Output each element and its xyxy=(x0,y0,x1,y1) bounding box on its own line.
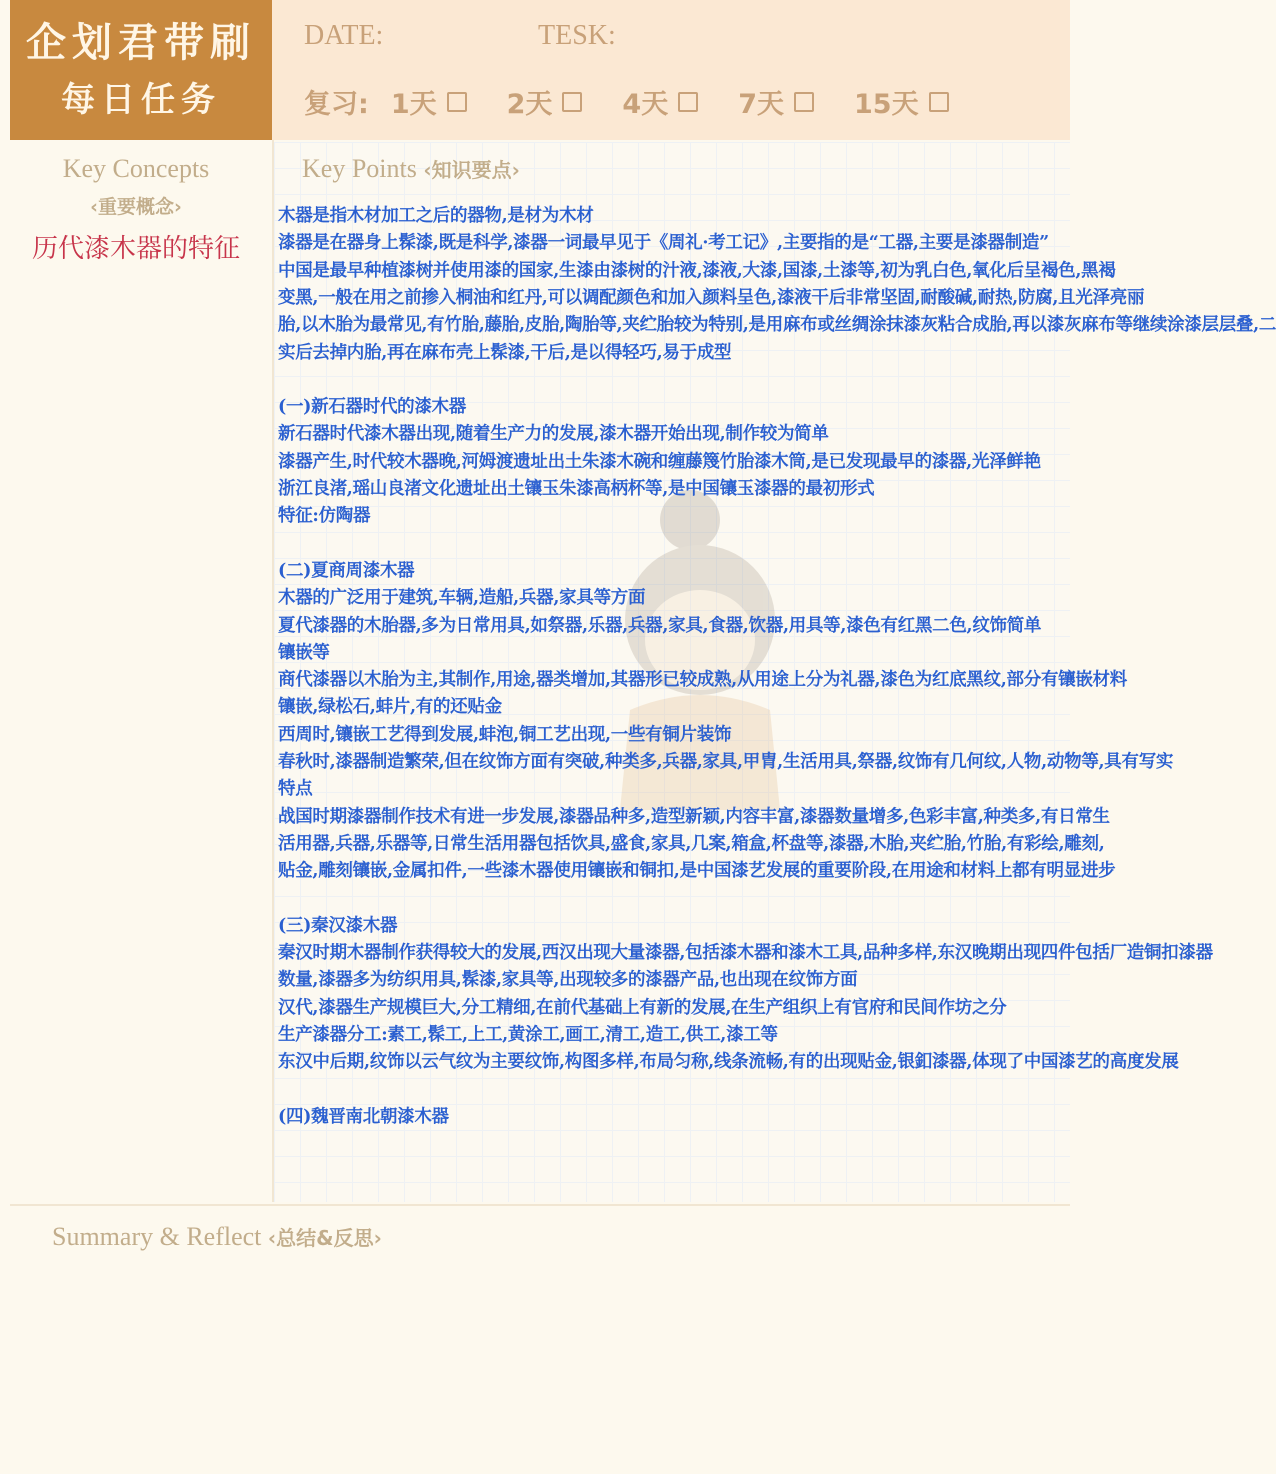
key-concepts-title: Key Concepts xyxy=(62,154,210,183)
key-concepts-subtitle: ‹重要概念› xyxy=(90,196,182,218)
summary-title xyxy=(52,1222,382,1252)
notebook-page xyxy=(10,0,1276,1474)
note-line: 胎,以木胎为最常见,有竹胎,藤胎,皮胎,陶胎等,夹纻胎较为特别,是用麻布或丝绸涂抹漆灰粘合成胎,再以漆灰麻布等继续涂漆层层叠,二 xyxy=(278,315,1276,336)
review-row xyxy=(304,82,989,121)
note-line: 活用器,兵器,乐器等,日常生活用器包括饮具,盛食,家具,几案,箱盒,杯盘等,漆器,木胎,夹纻胎,竹胎,有彩绘,雕刻, xyxy=(278,833,1105,854)
review-item-label: 1天 xyxy=(390,89,437,120)
review-checkbox[interactable] xyxy=(562,92,582,112)
summary-title-en: Summary & Reflect xyxy=(52,1222,262,1251)
note-line: 漆器是在器身上髹漆,既是科学,漆器一词最早见于《周礼·考工记》,主要指的是“工器,主要是漆器制造” xyxy=(278,233,1049,254)
key-points-title-zh: ‹知识要点› xyxy=(423,158,520,182)
note-line: 东汉中后期,纹饰以云气纹为主要纹饰,构图多样,布局匀称,线条流畅,有的出现贴金,银釦漆器,体现了中国漆艺的高度发展 xyxy=(278,1052,1179,1073)
note-line: 战国时期漆器制作技术有进一步发展,漆器品种多,造型新颖,内容丰富,漆器数量增多,色彩丰富,种类多,有日常生 xyxy=(278,806,1110,827)
note-line: 夏代漆器的木胎器,多为日常用具,如祭器,乐器,兵器,家具,食器,饮器,用具等,漆色有红黑二色,纹饰简单 xyxy=(278,615,1042,636)
review-item-label: 4天 xyxy=(622,89,669,120)
key-concept-item: 历代漆木器的特征 xyxy=(31,234,240,264)
key-points-title xyxy=(302,154,520,184)
review-item-1[interactable] xyxy=(391,82,467,121)
review-item-label: 2天 xyxy=(506,89,553,120)
review-item-15[interactable] xyxy=(854,82,949,121)
review-item-7[interactable] xyxy=(738,82,814,121)
note-line: 浙江良渚,瑶山良渚文化遗址出土镶玉朱漆高柄杯等,是中国镶玉漆器的最初形式 xyxy=(278,479,875,499)
review-checkbox[interactable] xyxy=(678,92,698,112)
date-label: DATE: xyxy=(304,20,384,51)
header-bar xyxy=(272,0,1070,140)
note-line: (四)魏晋南北朝漆木器 xyxy=(278,1106,449,1127)
review-checkbox[interactable] xyxy=(794,92,814,112)
review-checkbox[interactable] xyxy=(447,92,467,112)
brand-title: 企划君带刷 xyxy=(26,20,256,66)
summary-divider xyxy=(10,1204,1070,1206)
review-item-label: 7天 xyxy=(738,89,784,120)
note-line: 特征:仿陶器 xyxy=(278,506,371,527)
note-line: 西周时,镶嵌工艺得到发展,蚌泡,铜工艺出现,一些有铜片装饰 xyxy=(278,724,732,745)
note-line: 木器是指木材加工之后的器物,是材为木材 xyxy=(278,206,594,226)
note-line: 镶嵌,绿松石,蚌片,有的还贴金 xyxy=(278,697,502,718)
note-line: 中国是最早种植漆树并使用漆的国家,生漆由漆树的汁液,漆液,大漆,国漆,土漆等,初为乳白色,氧化后呈褐色,黑褐 xyxy=(278,260,1116,281)
note-line: 汉代,漆器生产规模巨大,分工精细,在前代基础上有新的发展,在生产组织上有官府和民间作坊之分 xyxy=(278,997,1007,1018)
review-item-4[interactable] xyxy=(622,82,698,121)
note-line: (二)夏商周漆木器 xyxy=(278,560,415,581)
note-line: 秦汉时期木器制作获得较大的发展,西汉出现大量漆器,包括漆木器和漆木工具,品种多样,东汉晚期出现四件包括厂造铜扣漆器 xyxy=(278,943,1213,964)
note-line: 镶嵌等 xyxy=(278,642,330,663)
review-item-label: 15天 xyxy=(854,89,919,120)
note-line: 实后去掉内胎,再在麻布壳上髹漆,干后,是以得轻巧,易于成型 xyxy=(278,342,732,363)
note-line: 生产漆器分工:素工,髹工,上工,黄涂工,画工,清工,造工,供工,漆工等 xyxy=(278,1025,778,1045)
brand-block xyxy=(10,0,272,140)
review-item-2[interactable] xyxy=(507,82,583,121)
note-line: 新石器时代漆木器出现,随着生产力的发展,漆木器开始出现,制作较为简单 xyxy=(278,424,829,445)
brand-subtitle: 每日任务 xyxy=(61,80,221,120)
note-line: 变黑,一般在用之前掺入桐油和红丹,可以调配颜色和加入颜料呈色,漆液干后非常坚固,耐酸碱,耐热,防腐,且光泽亮丽 xyxy=(278,287,1145,308)
review-label: 复习: xyxy=(304,89,369,120)
key-points-title-en: Key Points xyxy=(302,154,417,183)
note-line: (一)新石器时代的漆木器 xyxy=(278,397,466,418)
note-line: 春秋时,漆器制造繁荣,但在纹饰方面有突破,种类多,兵器,家具,甲胄,生活用具,祭器,纹饰有几何纹,人物,动物等,具有写实 xyxy=(278,752,1174,772)
note-line: 漆器产生,时代较木器晚,河姆渡遗址出土朱漆木碗和缠藤篾竹胎漆木筒,是已发现最早的漆器,光泽鲜艳 xyxy=(278,451,1041,472)
summary-title-zh: ‹总结&反思› xyxy=(267,1226,382,1250)
note-line: 商代漆器以木胎为主,其制作,用途,器类增加,其器形已较成熟,从用途上分为礼器,漆色为红底黑纹,部分有镶嵌材料 xyxy=(278,670,1127,691)
note-line: (三)秦汉漆木器 xyxy=(278,915,398,936)
review-checkbox[interactable] xyxy=(929,92,949,112)
note-line: 特点 xyxy=(278,779,313,800)
tesk-label: TESK: xyxy=(538,20,616,51)
note-line: 数量,漆器多为纺织用具,髹漆,家具等,出现较多的漆器产品,也出现在纹饰方面 xyxy=(278,970,858,991)
note-line: 贴金,雕刻镶嵌,金属扣件,一些漆木器使用镶嵌和铜扣,是中国漆艺发展的重要阶段,在用途和材料上都有明显进步 xyxy=(278,861,1116,882)
note-line: 木器的广泛用于建筑,车辆,造船,兵器,家具等方面 xyxy=(278,588,646,609)
